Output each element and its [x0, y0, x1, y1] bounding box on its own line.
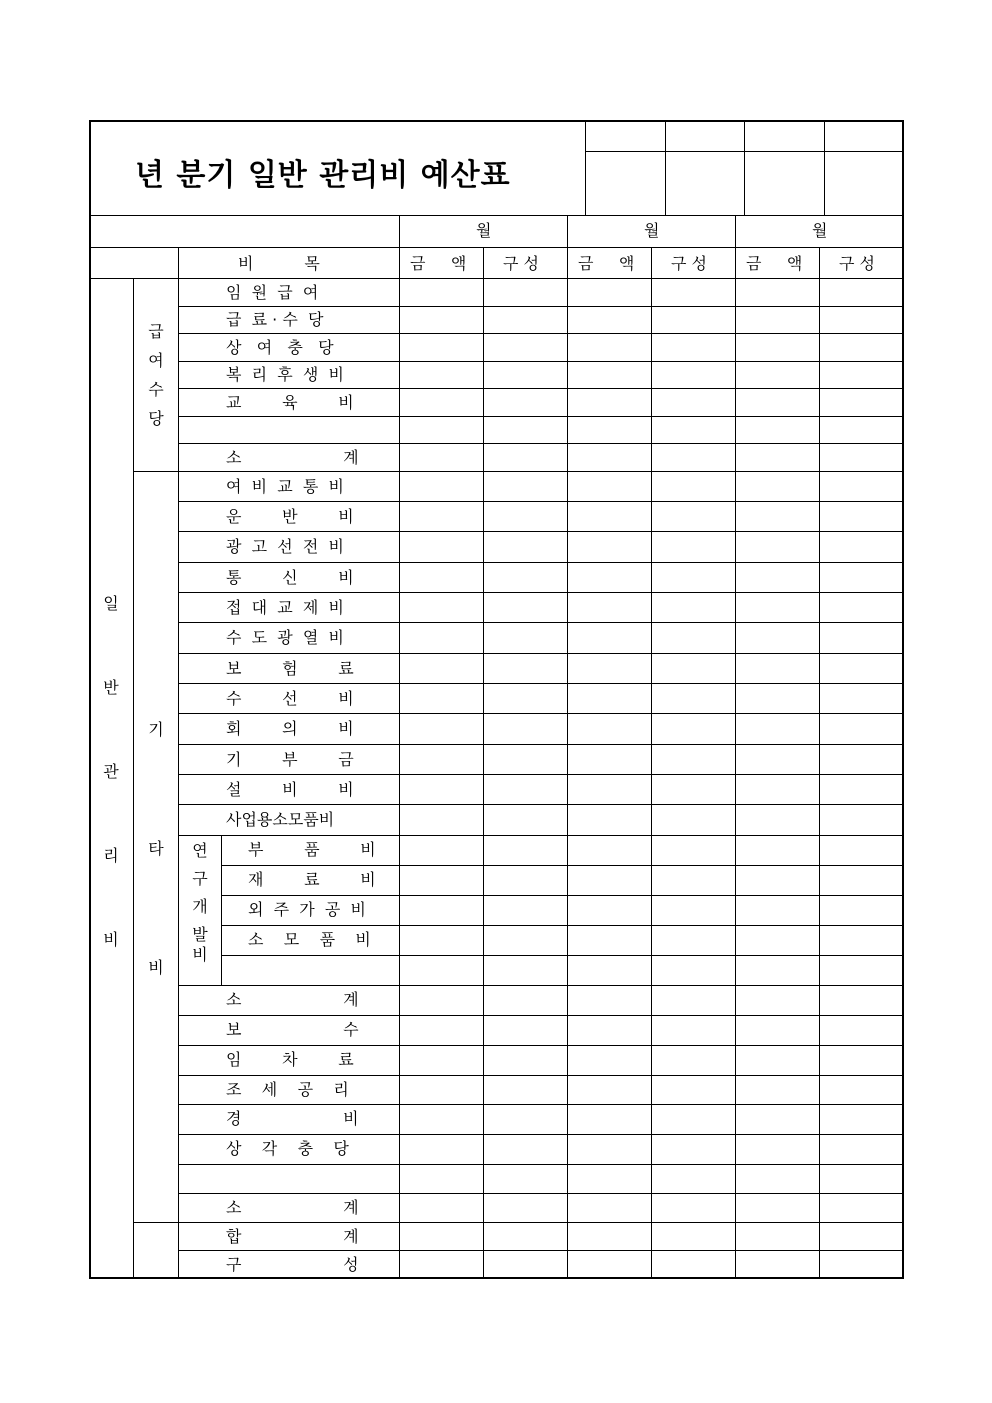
table-row-divider [178, 1015, 904, 1016]
table-row: 조 세 공 리 [226, 1080, 349, 1099]
column-divider [133, 278, 134, 1279]
table-row-divider [178, 1045, 904, 1046]
table-row: 수 선 비 [226, 689, 354, 708]
table-row: 임 차 료 [226, 1050, 354, 1069]
table-row: 접 대 교 제 비 [226, 598, 344, 617]
column-divider [735, 215, 736, 1279]
table-row-divider [178, 592, 904, 593]
table-row-divider [178, 1193, 904, 1194]
approval-box-divider [585, 120, 586, 216]
rnd-divider [221, 835, 222, 985]
table-row-divider [221, 865, 904, 866]
table-row-divider [221, 925, 904, 926]
table-row: 운 반 비 [226, 507, 354, 526]
table-row-divider [89, 247, 904, 248]
approval-box-divider [665, 120, 666, 216]
table-row: 여 비 교 통 비 [226, 477, 344, 496]
amount-header-2: 금 액 [578, 254, 635, 273]
composition-header-1: 구 성 [503, 254, 539, 273]
table-row-divider [178, 361, 904, 362]
table-row-divider [178, 835, 904, 836]
page-title: 년 분기 일반 관리비 예산표 [135, 158, 511, 193]
table-row-divider [178, 653, 904, 654]
month-3-label: 월 [812, 221, 828, 240]
table-row-divider [178, 471, 904, 472]
table-row: 소 계 [226, 1198, 359, 1217]
table-row-divider [178, 804, 904, 805]
composition-row: 구 성 [226, 1255, 359, 1274]
table-row: 보 험 료 [226, 659, 354, 678]
table-row: 통 신 비 [226, 568, 354, 587]
table-row: 재 료 비 [248, 870, 376, 889]
table-row-divider [178, 1075, 904, 1076]
table-row: 회 의 비 [226, 719, 354, 738]
table-row-divider [178, 1134, 904, 1135]
table-row-divider [178, 1222, 904, 1223]
column-divider [567, 215, 568, 1279]
table-row-divider [178, 1164, 904, 1165]
table-row-divider [221, 895, 904, 896]
table-row: 부 품 비 [248, 840, 376, 859]
composition-header-2: 구 성 [671, 254, 707, 273]
category-general-admin: 일 반 관 리 비 [103, 594, 119, 949]
table-row: 소 모 품 비 [248, 930, 371, 949]
table-row: 보 수 [226, 1020, 359, 1039]
table-row: 기 부 금 [226, 750, 354, 769]
month-2-label: 월 [644, 221, 660, 240]
table-row-divider [178, 744, 904, 745]
column-divider [651, 247, 652, 1279]
table-row-divider [178, 443, 904, 444]
amount-header-1: 금 액 [410, 254, 467, 273]
table-row-divider [178, 622, 904, 623]
table-row-divider [178, 1104, 904, 1105]
approval-box-divider [744, 120, 745, 216]
amount-header-3: 금 액 [746, 254, 803, 273]
table-row: 급 료 · 수 당 [226, 310, 324, 329]
table-row-divider [178, 713, 904, 714]
category-rnd: 연 구 개 발 비 [192, 841, 208, 964]
category-divider [133, 471, 179, 472]
item-column-header: 비 목 [238, 254, 320, 273]
budget-table-frame [89, 120, 904, 1279]
table-row: 수 도 광 열 비 [226, 628, 344, 647]
table-row: 광 고 선 전 비 [226, 537, 344, 556]
table-row-divider [178, 501, 904, 502]
table-row-divider [221, 955, 904, 956]
table-row: 상 각 충 당 [226, 1139, 349, 1158]
table-row-divider [178, 985, 904, 986]
table-row: 임 원 급 여 [226, 283, 319, 302]
table-row-divider [178, 388, 904, 389]
table-row-divider [178, 306, 904, 307]
approval-box-divider [824, 120, 825, 216]
column-divider [399, 215, 400, 1279]
table-row: 외 주 가 공 비 [248, 900, 366, 919]
composition-header-3: 구 성 [839, 254, 875, 273]
table-row-divider [178, 562, 904, 563]
table-row: 사업용소모품비 [226, 810, 335, 829]
category-salary: 급 여 수 당 [148, 322, 164, 428]
category-other: 기 타 비 [148, 720, 164, 977]
column-divider [178, 247, 179, 1279]
total-row: 합 계 [226, 1227, 359, 1246]
table-row-divider [178, 531, 904, 532]
table-row-divider [89, 215, 904, 216]
table-row: 소 계 [226, 448, 359, 467]
table-row-divider [178, 1250, 904, 1251]
category-divider [133, 1222, 179, 1223]
table-row-divider [178, 774, 904, 775]
column-divider [483, 247, 484, 1279]
table-row-divider [89, 278, 904, 279]
table-row: 경 비 [226, 1109, 359, 1128]
table-row: 소 계 [226, 990, 359, 1009]
table-row: 상 여 충 당 [226, 338, 334, 357]
table-row: 복 리 후 생 비 [226, 365, 344, 384]
table-row-divider [178, 416, 904, 417]
table-row-divider [178, 333, 904, 334]
table-row: 교 육 비 [226, 393, 354, 412]
table-row: 설 비 비 [226, 780, 354, 799]
month-1-label: 월 [476, 221, 492, 240]
table-row-divider [178, 683, 904, 684]
column-divider [819, 247, 820, 1279]
